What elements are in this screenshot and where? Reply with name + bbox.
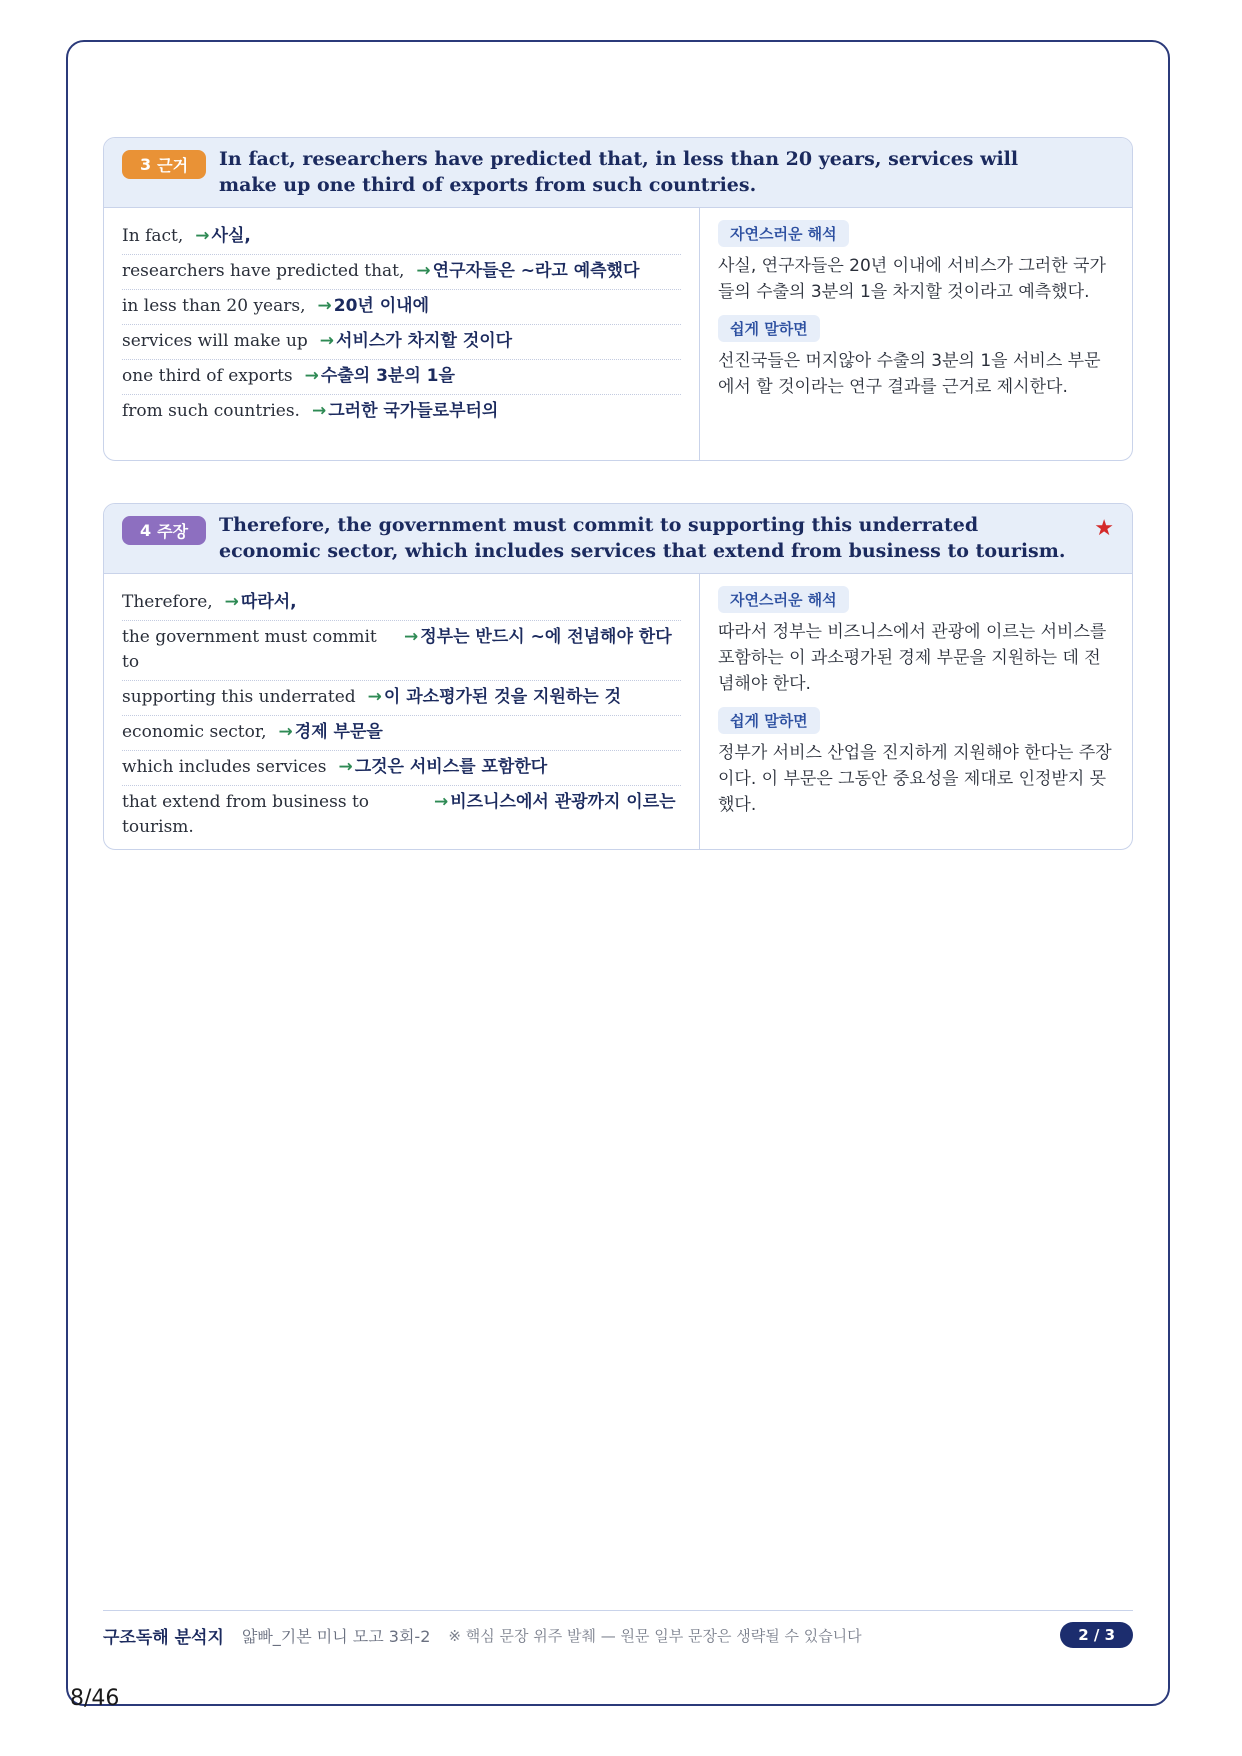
easy-explanation-label: 쉽게 말하면 <box>718 315 820 342</box>
arrow-icon: → <box>367 687 382 707</box>
chunk-row <box>122 586 681 621</box>
natural-translation: 따라서 정부는 비즈니스에서 관광에 이르는 서비스를 포함하는 이 과소평가된 경제 부문을 지원하는 데 전념해야 한다. <box>718 622 1107 694</box>
badge-number: 3 <box>139 155 152 174</box>
natural-translation-label: 자연스러운 해석 <box>718 220 849 247</box>
footer <box>103 1618 1133 1652</box>
chunk-korean: 서비스가 차지할 것이다 <box>336 331 513 351</box>
chunk-english: supporting this underrated <box>122 687 356 707</box>
chunk-row <box>122 360 681 395</box>
chunk-english: that extend from business to tourism. <box>122 792 370 837</box>
arrow-icon: → <box>304 366 319 386</box>
star-icon: ★ <box>1094 516 1114 541</box>
chunk-korean: 사실, <box>211 226 251 246</box>
chunk-english: services will make up <box>122 331 308 351</box>
chunk-list <box>104 208 700 460</box>
chunk-korean: 연구자들은 ~라고 예측했다 <box>432 261 640 281</box>
chunk-row <box>122 681 681 716</box>
translation-panel <box>700 208 1132 460</box>
sentence-text: In fact, researchers have predicted that, in less than 20 years, services will make up one third of exports from such countries. <box>219 148 1019 196</box>
chunk-korean: 따라서, <box>240 592 297 612</box>
arrow-icon: → <box>434 792 449 812</box>
chunk-korean: 20년 이내에 <box>333 296 430 316</box>
badge-claim <box>122 516 206 545</box>
footer-note: ※ 핵심 문장 위주 발췌 — 원문 일부 문장은 생략될 수 있습니다 <box>448 1626 862 1645</box>
card-header <box>104 138 1132 208</box>
card-header <box>104 504 1132 574</box>
chunk-korean: 정부는 반드시 ~에 전념해야 한다 <box>420 627 672 647</box>
chunk-row <box>122 621 681 681</box>
easy-explanation: 정부가 서비스 산업을 진지하게 지원해야 한다는 주장이다. 이 부문은 그동안 중요성을 제대로 인정받지 못했다. <box>718 743 1112 815</box>
arrow-icon: → <box>404 627 419 647</box>
chunk-korean: 그러한 국가들로부터의 <box>328 401 499 421</box>
arrow-icon: → <box>224 592 239 612</box>
arrow-icon: → <box>195 226 210 246</box>
chunk-korean: 비즈니스에서 관광까지 이르는 <box>450 792 676 812</box>
natural-translation-label: 자연스러운 해석 <box>718 586 849 613</box>
footer-divider <box>103 1610 1133 1611</box>
arrow-icon: → <box>319 331 335 351</box>
footer-subtitle: 얇빠_기본 미니 모고 3회-2 <box>241 1626 431 1646</box>
chunk-english: economic sector, <box>122 722 267 742</box>
footer-title: 구조독해 분석지 <box>103 1627 224 1648</box>
badge-evidence <box>122 150 206 179</box>
chunk-korean: 수출의 3분의 1을 <box>320 366 455 386</box>
arrow-icon: → <box>278 722 293 742</box>
chunk-list <box>104 574 700 849</box>
chunk-korean: 이 과소평가된 것을 지원하는 것 <box>383 687 622 707</box>
chunk-english: in less than 20 years, <box>122 296 306 316</box>
chunk-english: Therefore, <box>122 592 213 612</box>
chunk-korean: 그것은 서비스를 포함한다 <box>354 757 548 777</box>
chunk-row <box>122 220 681 255</box>
chunk-row <box>122 716 681 751</box>
chunk-english: In fact, <box>122 226 184 246</box>
chunk-english: from such countries. <box>122 401 300 421</box>
easy-explanation-label: 쉽게 말하면 <box>718 707 820 734</box>
chunk-row <box>122 255 681 290</box>
translation-panel <box>700 574 1132 849</box>
arrow-icon: → <box>416 261 431 281</box>
chunk-english: one third of exports <box>122 366 293 386</box>
sentence-card-4 <box>103 503 1133 850</box>
easy-explanation: 선진국들은 머지않아 수출의 3분의 1을 서비스 부문에서 할 것이라는 연구 결과를 근거로 제시한다. <box>718 351 1101 397</box>
natural-translation: 사실, 연구자들은 20년 이내에 서비스가 그러한 국가들의 수출의 3분의 1을 차지할 것이라고 예측했다. <box>718 256 1106 302</box>
chunk-row <box>122 786 681 845</box>
chunk-english: the government must commit to <box>122 627 377 672</box>
chunk-row <box>122 290 681 325</box>
badge-number: 4 <box>139 521 152 540</box>
badge-label: 주장 <box>157 522 189 541</box>
document-page-number: 8/46 <box>70 1686 120 1711</box>
sentence-text: Therefore, the government must commit to supporting this underrated economic sector, which includes services that extend from business to tourism. <box>219 514 1066 562</box>
sentence-card-3 <box>103 137 1133 461</box>
page-indicator: 2 / 3 <box>1060 1622 1133 1648</box>
arrow-icon: → <box>338 757 353 777</box>
badge-label: 근거 <box>157 156 189 175</box>
chunk-english: researchers have predicted that, <box>122 261 405 281</box>
arrow-icon: → <box>317 296 332 316</box>
chunk-english: which includes services <box>122 757 327 777</box>
chunk-row <box>122 325 681 360</box>
chunk-row <box>122 395 681 429</box>
chunk-korean: 경제 부문을 <box>294 722 383 742</box>
chunk-row <box>122 751 681 786</box>
arrow-icon: → <box>311 401 327 421</box>
